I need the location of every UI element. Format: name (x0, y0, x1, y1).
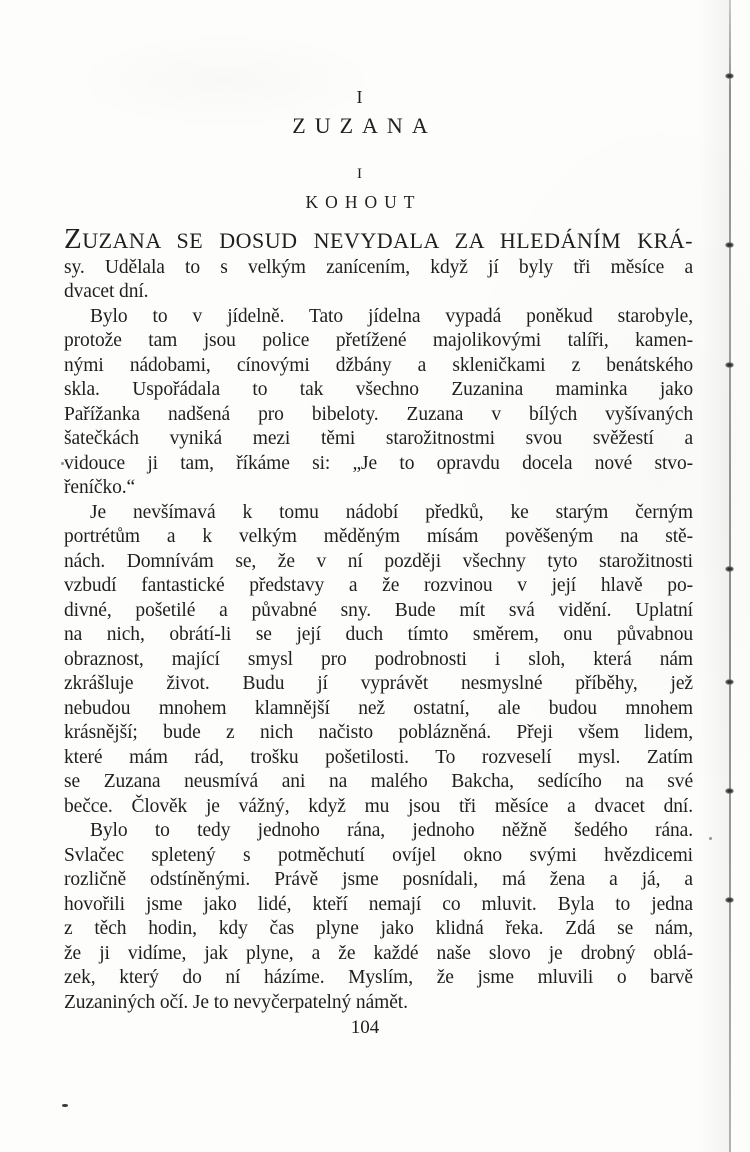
chapter-title: KOHOUT (305, 192, 422, 212)
text-line: nými nádobami, cínovými džbány a skleničkami z benátského (64, 354, 693, 376)
text-line: které mám rád, trošku pošetilosti. To rozveselí mysl. Zatím (64, 746, 693, 768)
text-line: nebudou mnohem klamnější než ostatní, ale budou mnohem (64, 697, 693, 719)
text-line: nách. Domnívám se, že v ní později všechny tyto starožitnosti (64, 550, 693, 572)
text-line: Bylo to tedy jednoho rána, jednoho něžně šedého rána. (90, 820, 693, 841)
text-line: z těch hodin, kdy čas plyne jako klidná řeka. Zdá se nám, (64, 918, 693, 939)
chapter-number: I (357, 166, 363, 182)
scan-speck (62, 1104, 68, 1107)
opening-caps-line (64, 223, 693, 256)
text-line: Zuzaniných očí. Je to nevyčerpatelný námět. (64, 991, 408, 1013)
text-line: Svlačec spletený s potměchutí ovíjel okno svými hvězdicemi (64, 844, 693, 866)
text-line: hovořili jsme jako lidé, kteří nemají co mluvit. Byla to jedna (64, 893, 693, 915)
text-line: na nich, obrátí-li se její duch tímto směrem, onu půvabnou (64, 624, 693, 645)
text-line: Bylo to v jídelně. Tato jídelna vypadá poněkud starobyle, (90, 305, 693, 327)
text-line: zek, který do ní házíme. Myslím, že jsme mluvili o barvě (64, 967, 693, 988)
part-title: ZUZANA (292, 113, 437, 138)
lead-initial: Z (64, 223, 83, 255)
text-line: Pařížanka nadšená pro bibeloty. Zuzana v bílých vyšívaných (64, 403, 693, 425)
text-line: divné, pošetilé a půvabné sny. Bude mít svá vidění. Uplatní (64, 599, 693, 621)
page-edge-notch (725, 897, 734, 903)
page-number: 104 (350, 1017, 380, 1038)
text-line: bečce. Člověk je vážný, když mu jsou tři měsíce a dvacet dní. (64, 795, 693, 817)
text-line: že ji vidíme, jak plyne, a že každé naše slovo je drobný oblá- (64, 942, 693, 964)
page-edge-notch (725, 242, 734, 248)
page-edge-shadow (699, 0, 729, 1152)
page-edge-notch (725, 788, 734, 794)
text-line: se Zuzana neusmívá ani na malého Bakcha, sedícího na své (64, 771, 693, 792)
text-line: šatečkách vyniká mezi těmi starožitnostmi svou svěžestí a (64, 428, 693, 449)
text-line: skla. Uspořádala to tak všechno Zuzanina maminka jako (64, 379, 693, 400)
page-edge-notch (725, 362, 734, 368)
paragraph (64, 819, 693, 1015)
text-line: rozličně odstíněnými. Právě jsme posnídali, má žena a já, a (64, 869, 693, 890)
text-line: zkrášluje život. Budu jí vyprávět nesmyslné příběhy, jež (64, 673, 693, 694)
opening-caps-text: UZANA SE DOSUD NEVYDALA ZA HLEDÁNÍM KRÁ- (82, 228, 693, 253)
text-line: dvacet dní. (64, 281, 149, 302)
scan-speck (61, 462, 64, 465)
scan-speck (709, 837, 712, 840)
text-line: Je nevšímavá k tomu nádobí předků, ke starým černým (90, 501, 693, 523)
text-line: protože tam jsou police přetížené majolikovými talíři, kamen- (64, 330, 693, 351)
text-line: vidouce ji tam, říkáme si: „Je to opravdu docela nové stvo- (64, 452, 693, 474)
text-line: obraznost, mající smysl pro podrobnosti i sloh, která nám (64, 648, 693, 670)
text-line: vzbudí fantastické představy a že rozvinou v její hlavě po- (64, 575, 693, 596)
paragraph (64, 501, 693, 820)
text-body (64, 223, 693, 1015)
text-line: sy. Udělala to s velkým zanícením, když jí byly tři měsíce a (64, 256, 693, 278)
text-line: řeníčko.“ (64, 477, 136, 498)
part-number: I (356, 87, 364, 107)
page-edge-notch (725, 73, 734, 79)
text-line: krásnější; bude z nich načisto poblázněná. Přeji všem lidem, (64, 722, 693, 743)
text-line: portrétům a k velkým měděným mísám pověšeným na stě- (64, 526, 693, 547)
paragraph (64, 305, 693, 501)
page-edge-line (729, 0, 731, 1152)
paragraph (64, 223, 693, 305)
page-edge-notch (725, 679, 734, 685)
page-edge-notch (725, 566, 734, 572)
